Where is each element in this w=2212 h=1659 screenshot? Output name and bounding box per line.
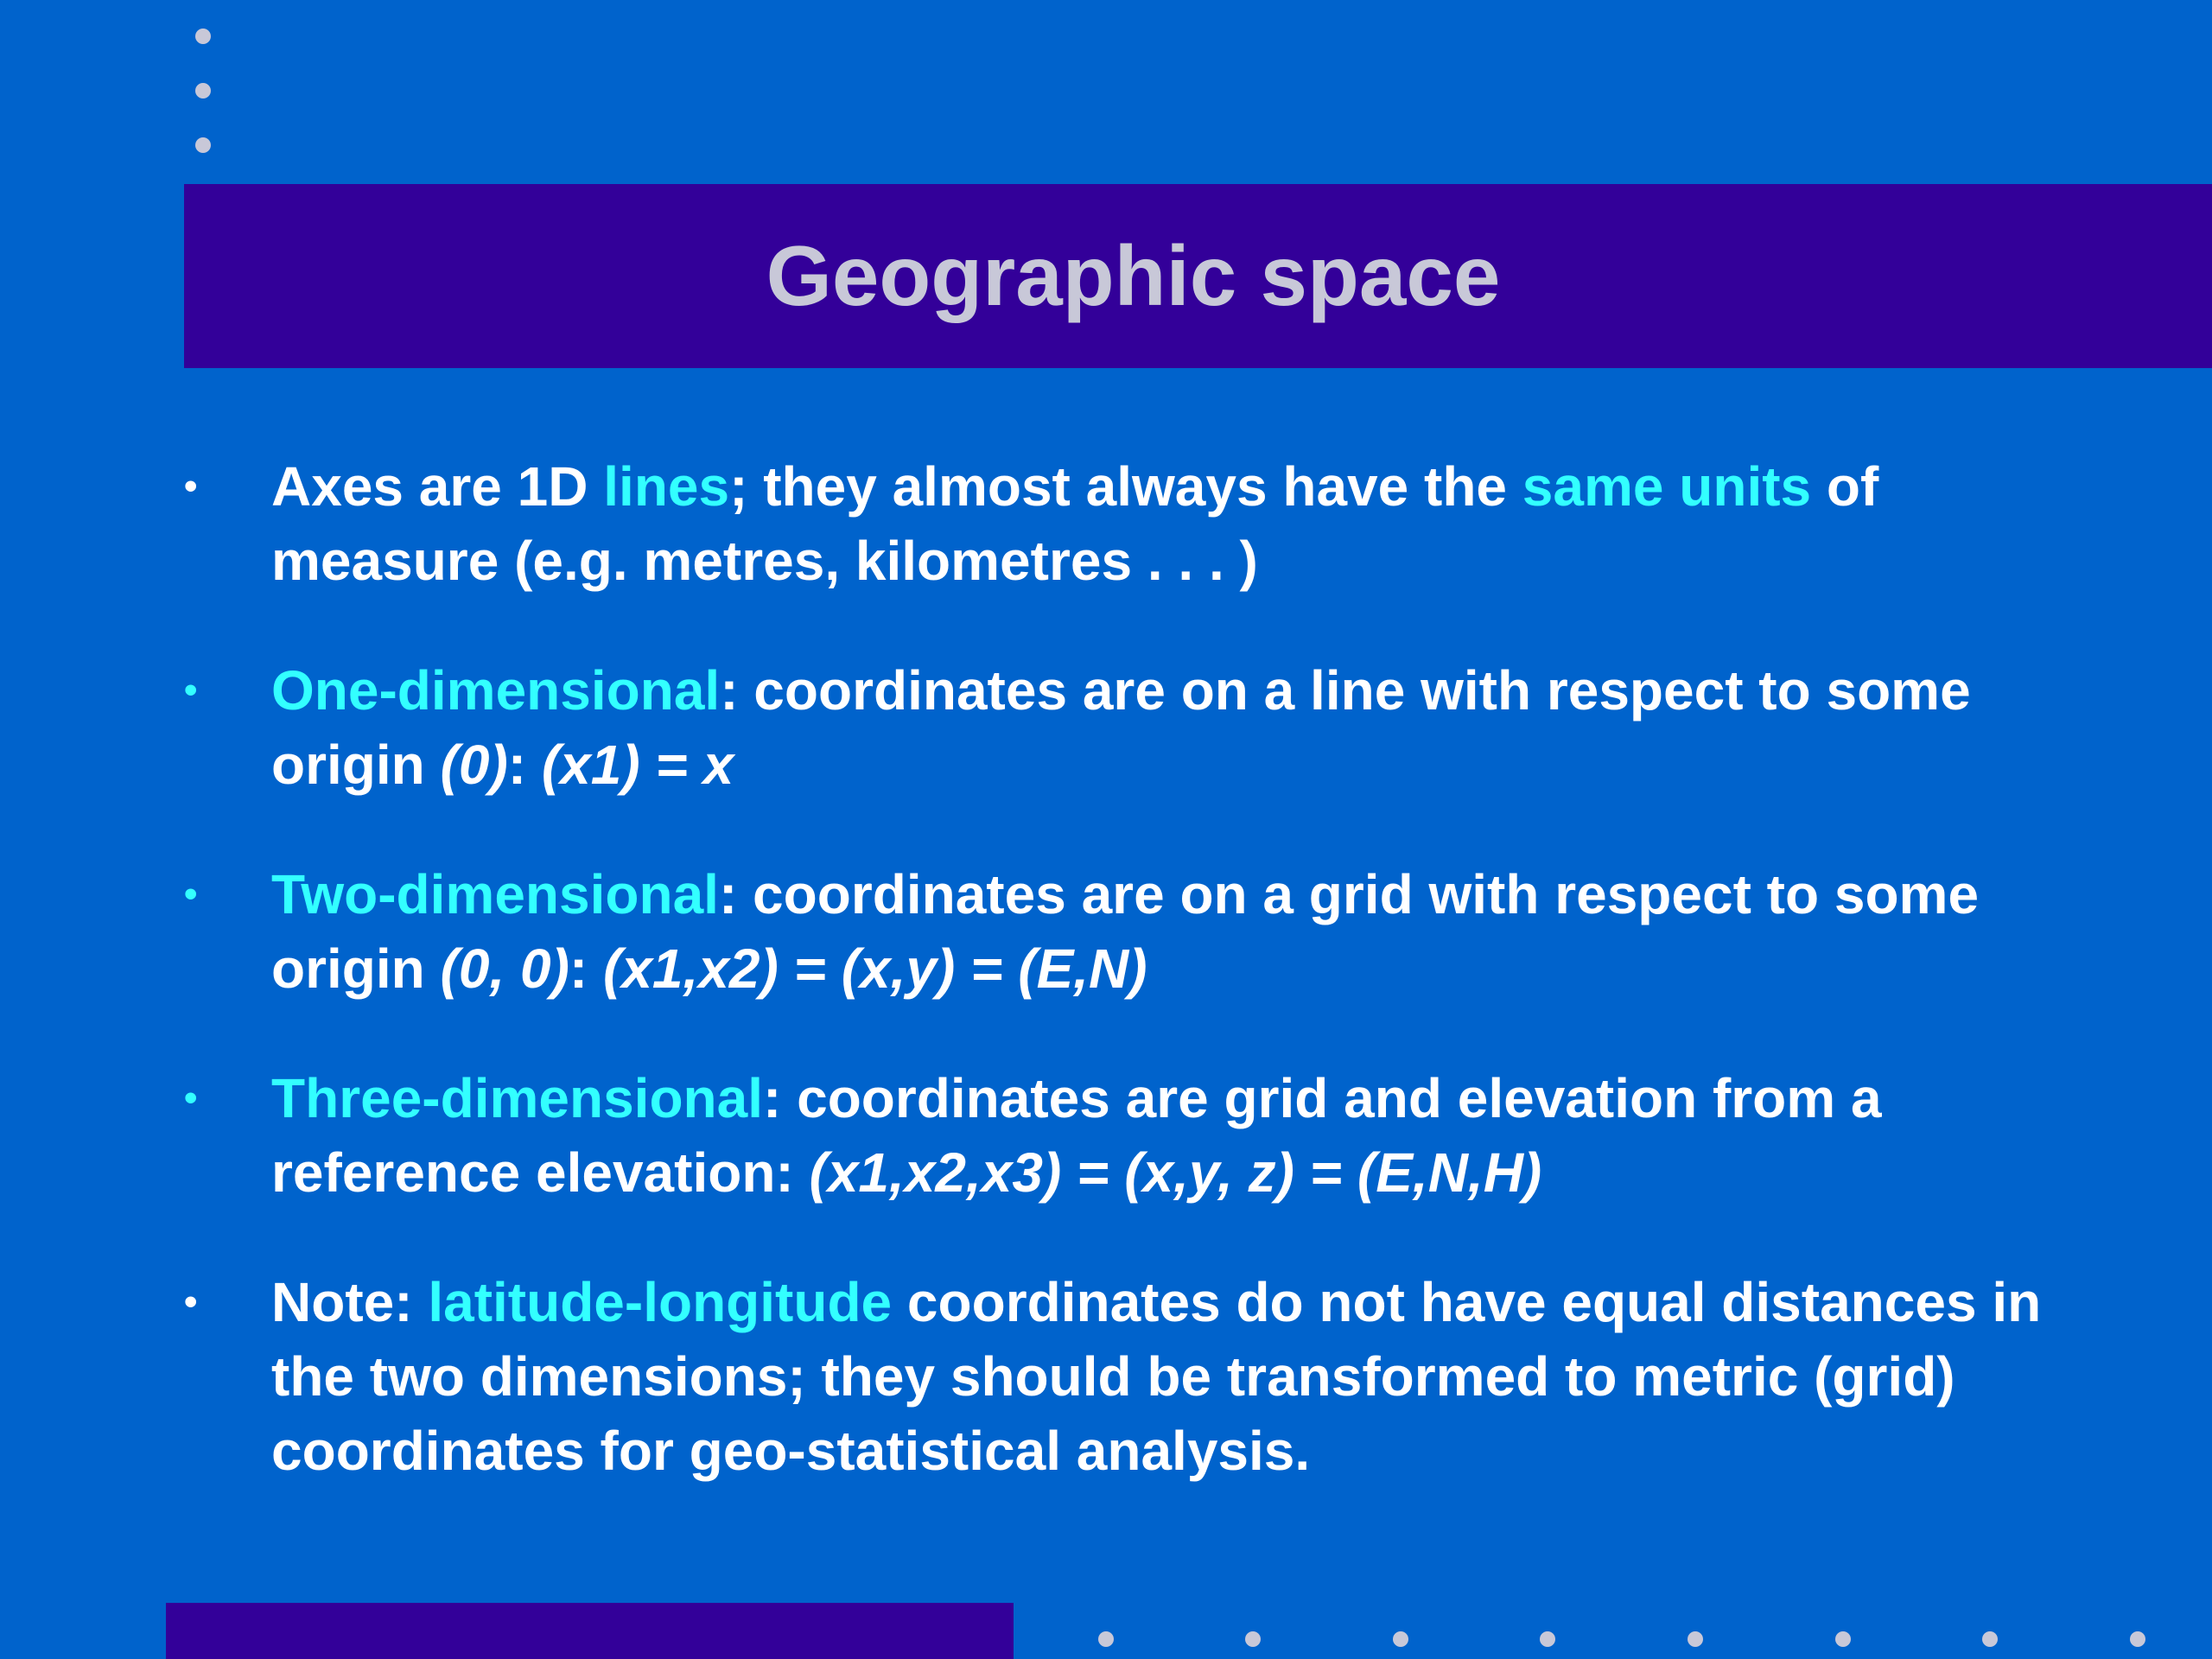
bullet-text: : coordinates are on a grid with respect to some origin	[271, 863, 1980, 1000]
bullet-list	[184, 449, 2085, 1543]
decorative-dot	[195, 137, 211, 153]
highlight-term: Three-dimensional	[271, 1067, 763, 1129]
footer-band	[166, 1603, 1014, 1659]
bullet-marker: •	[184, 465, 198, 507]
bullet-marker: •	[184, 1077, 198, 1119]
decorative-dot	[1835, 1631, 1851, 1647]
slide-title: Geographic space	[766, 228, 1501, 323]
bullet-text: Note:	[271, 1271, 429, 1333]
bullet-marker: •	[184, 873, 198, 915]
bullet-item	[184, 449, 2085, 598]
bullet-item	[184, 1061, 2085, 1210]
bullet-text: :	[569, 938, 603, 1000]
highlight-term: One-dimensional	[271, 659, 721, 721]
formula: (x1) = x	[541, 734, 734, 796]
decorative-dot	[195, 29, 211, 44]
decorative-dot	[1245, 1631, 1261, 1647]
bullet-text: : coordinates are on a line with respect to some origin	[271, 659, 1971, 796]
decorative-dot	[1982, 1631, 1998, 1647]
bullet-item	[184, 1265, 2085, 1488]
formula: (x1,x2) = (x,y) = (E,N)	[603, 938, 1147, 1000]
formula: (0)	[440, 734, 508, 796]
bullet-text: Axes are 1D	[271, 455, 604, 518]
highlight-term: Two-dimensional	[271, 863, 719, 925]
bullet-item	[184, 857, 2085, 1006]
bullet-text: :	[507, 734, 542, 796]
bullet-text: : coordinates are grid and elevation from a reference elevation:	[271, 1067, 1882, 1204]
formula: (x1,x2,x3) = (x,y, z) = (E,N,H)	[809, 1141, 1542, 1204]
highlight-term: latitude-longitude	[428, 1271, 893, 1333]
decorative-dot	[1688, 1631, 1703, 1647]
bullet-marker: •	[184, 669, 198, 711]
formula: (0, 0)	[440, 938, 569, 1000]
bullet-item	[184, 653, 2085, 802]
bullet-text: ; they almost always have the	[729, 455, 1522, 518]
decorative-dot	[2130, 1631, 2145, 1647]
bullet-marker: •	[184, 1281, 198, 1323]
highlight-term: same units	[1522, 455, 1812, 518]
decorative-dot	[1540, 1631, 1555, 1647]
decorative-dot	[195, 83, 211, 99]
title-band	[184, 184, 2212, 368]
decorative-dot	[1098, 1631, 1114, 1647]
bullet-text: coordinates do not have equal distances in the two dimensions; they should be transformed to metric (grid) coordinates for geo-statistical analysis.	[271, 1271, 2042, 1482]
decorative-dot	[1393, 1631, 1408, 1647]
bullet-text: of measure (e.g. metres, kilometres . . . )	[271, 455, 1879, 592]
highlight-term: lines	[603, 455, 730, 518]
